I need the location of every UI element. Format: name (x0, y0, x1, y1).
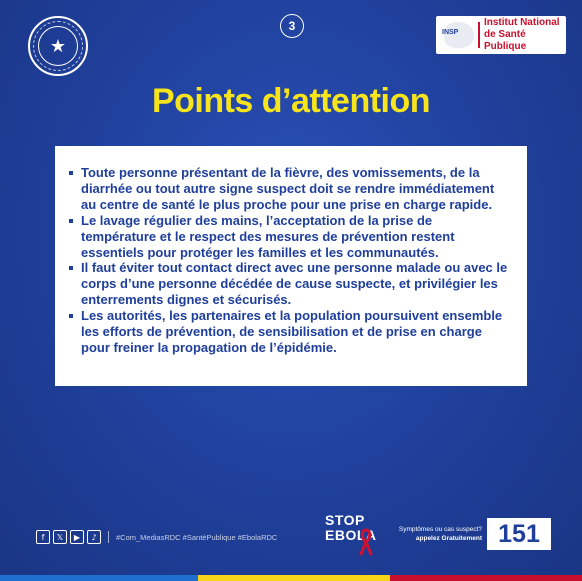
social-links (36, 530, 277, 544)
institute-name-line1: Institut National (483, 17, 560, 28)
facebook-icon[interactable]: f (36, 530, 50, 544)
congo-map-icon: INSP (440, 20, 474, 50)
attention-point: Toute personne présentant de la fièvre, des vomissements, de la diarrhée ou tout autre signe suspect doit se rendre immédiatement au centre de santé le plus proche pour une prise en charge rapide. (69, 165, 509, 213)
tiktok-icon[interactable]: ♪ (87, 530, 101, 544)
page-number: 3 (280, 14, 304, 38)
awareness-ribbon-icon (358, 528, 374, 556)
attention-point: Le lavage régulier des mains, l’acceptation de la prise de température et le respect des mesures de prévention restent essentiels pour protéger les familles et les communautés. (69, 213, 509, 261)
hotline-number[interactable]: 151 (487, 518, 551, 550)
coat-of-arms-seal-icon: ★ (28, 16, 88, 76)
x-icon[interactable]: 𝕏 (53, 530, 67, 544)
institute-name-line2: de Santé Publique (483, 29, 527, 52)
hashtags: #Com_MediasRDC #SantéPublique #EbolaRDC (116, 532, 278, 542)
youtube-icon[interactable]: ▶ (70, 530, 84, 544)
inrsp-logo (436, 16, 566, 54)
attention-point: Les autorités, les partenaires et la population poursuivent ensemble les efforts de prévention, de sensibilisation et de prise en charge pour freiner la propagation de l’épidémie. (69, 308, 509, 356)
attention-card (55, 146, 527, 386)
hotline-callout: Symptômes ou cas suspect? appelez Gratuitement (398, 526, 482, 542)
flag-stripe (0, 575, 582, 581)
attention-point: Il faut éviter tout contact direct avec une personne malade ou avec le corps d’une personne décédée de cause suspecte, et privilégier les enterrements dignes et sécurisés. (69, 260, 509, 308)
page-title: Points d’attention (151, 82, 431, 120)
stop-ebola-logo: STOP EBOLA (325, 513, 389, 553)
